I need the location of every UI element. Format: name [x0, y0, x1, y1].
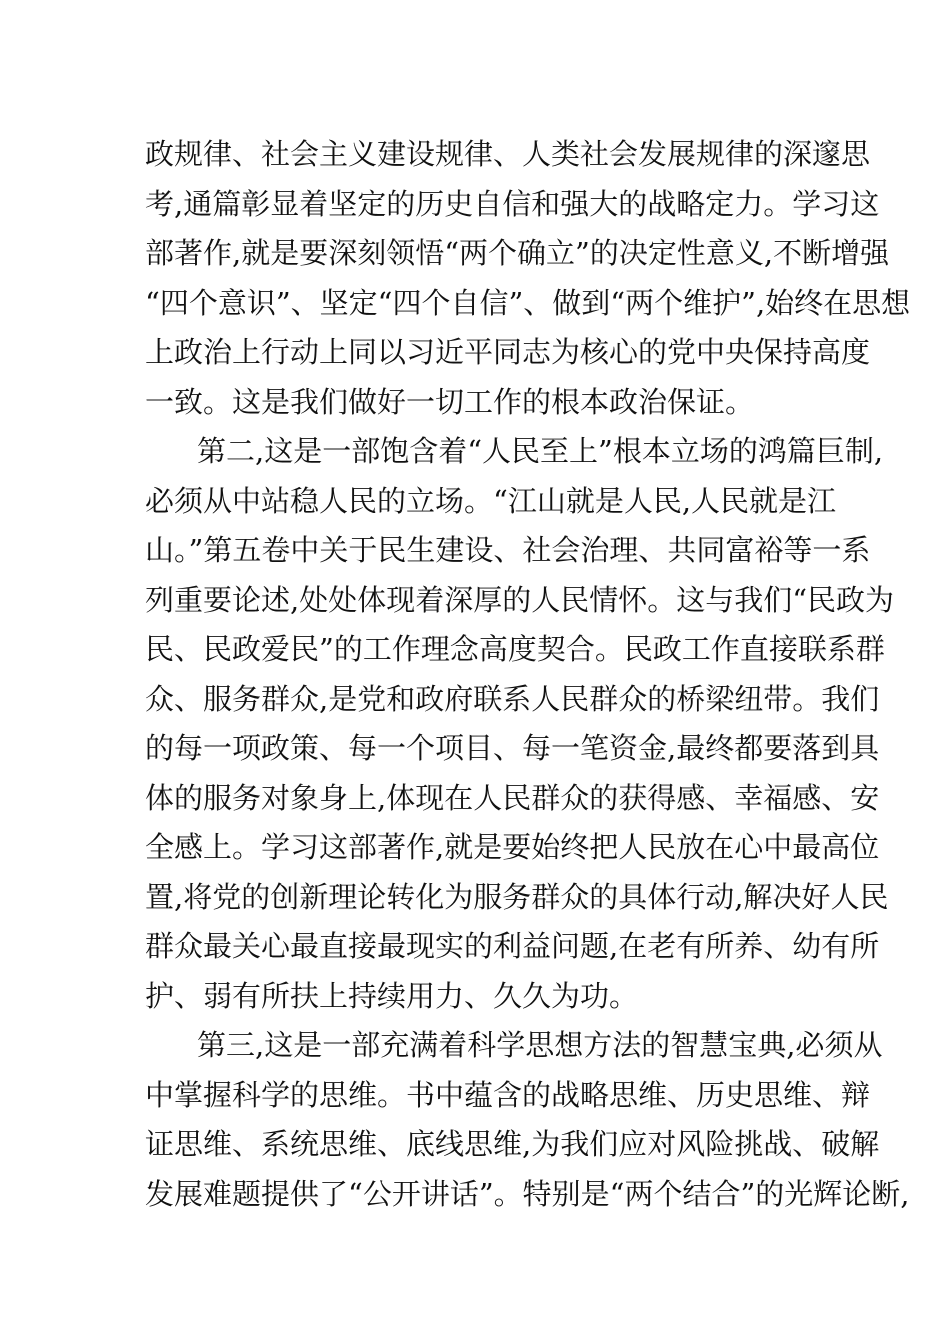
paragraph-line: 证思维、系统思维、底线思维,为我们应对风险挑战、破解	[145, 1127, 880, 1161]
paragraph-line: 中掌握科学的思维。书中蕴含的战略思维、历史思维、辩	[145, 1077, 871, 1112]
paragraph-line: 上政治上行动上同以习近平同志为核心的党中央保持高度	[145, 335, 871, 369]
paragraph-line: 政规律、社会主义建设规律、人类社会发展规律的深邃思	[145, 137, 871, 171]
paragraph-line: 一致。这是我们做好一切工作的根本政治保证。	[145, 384, 755, 419]
paragraph-2	[145, 427, 895, 1021]
paragraph-3	[145, 1021, 910, 1219]
paragraph-line: 的每一项政策、每一个项目、每一笔资金,最终都要落到具	[145, 731, 880, 765]
paragraph-line: 列重要论述,处处体现着深厚的人民情怀。这与我们“民政为	[145, 582, 895, 617]
paragraph-line: 第二,这是一部饱含着“人民至上”根本立场的鸿篇巨制,	[197, 434, 884, 468]
paragraph-line: 置,将党的创新理论转化为服务群众的具体行动,解决好人民	[145, 879, 889, 914]
paragraph-line: 考,通篇彰显着坚定的历史自信和强大的战略定力。学习这	[145, 186, 880, 221]
paragraph-line: 民、民政爱民”的工作理念高度契合。民政工作直接联系群	[145, 632, 885, 666]
document-body	[145, 130, 911, 1219]
paragraph-line: “四个意识”、坚定“四个自信”、做到“两个维护”,始终在思想	[145, 285, 911, 320]
paragraph-1	[145, 130, 911, 427]
paragraph-line: 发展难题提供了“公开讲话”。特别是“两个结合”的光辉论断,	[145, 1176, 910, 1211]
paragraph-line: 群众最关心最直接最现实的利益问题,在老有所养、幼有所	[145, 929, 880, 963]
paragraph-line: 全感上。学习这部著作,就是要始终把人民放在心中最高位	[145, 830, 880, 864]
paragraph-line: 第三,这是一部充满着科学思想方法的智慧宝典,必须从	[197, 1028, 883, 1062]
paragraph-line: 必须从中站稳人民的立场。“江山就是人民,人民就是江	[145, 483, 837, 518]
paragraph-line: 体的服务对象身上,体现在人民群众的获得感、幸福感、安	[145, 780, 880, 815]
paragraph-line: 部著作,就是要深刻领悟“两个确立”的决定性意义,不断增强	[145, 236, 890, 270]
paragraph-line: 山。”第五卷中关于民生建设、社会治理、共同富裕等一系	[145, 533, 871, 567]
paragraph-line: 众、服务群众,是党和政府联系人民群众的桥梁纽带。我们	[145, 681, 880, 716]
paragraph-line: 护、弱有所扶上持续用力、久久为功。	[145, 978, 639, 1013]
